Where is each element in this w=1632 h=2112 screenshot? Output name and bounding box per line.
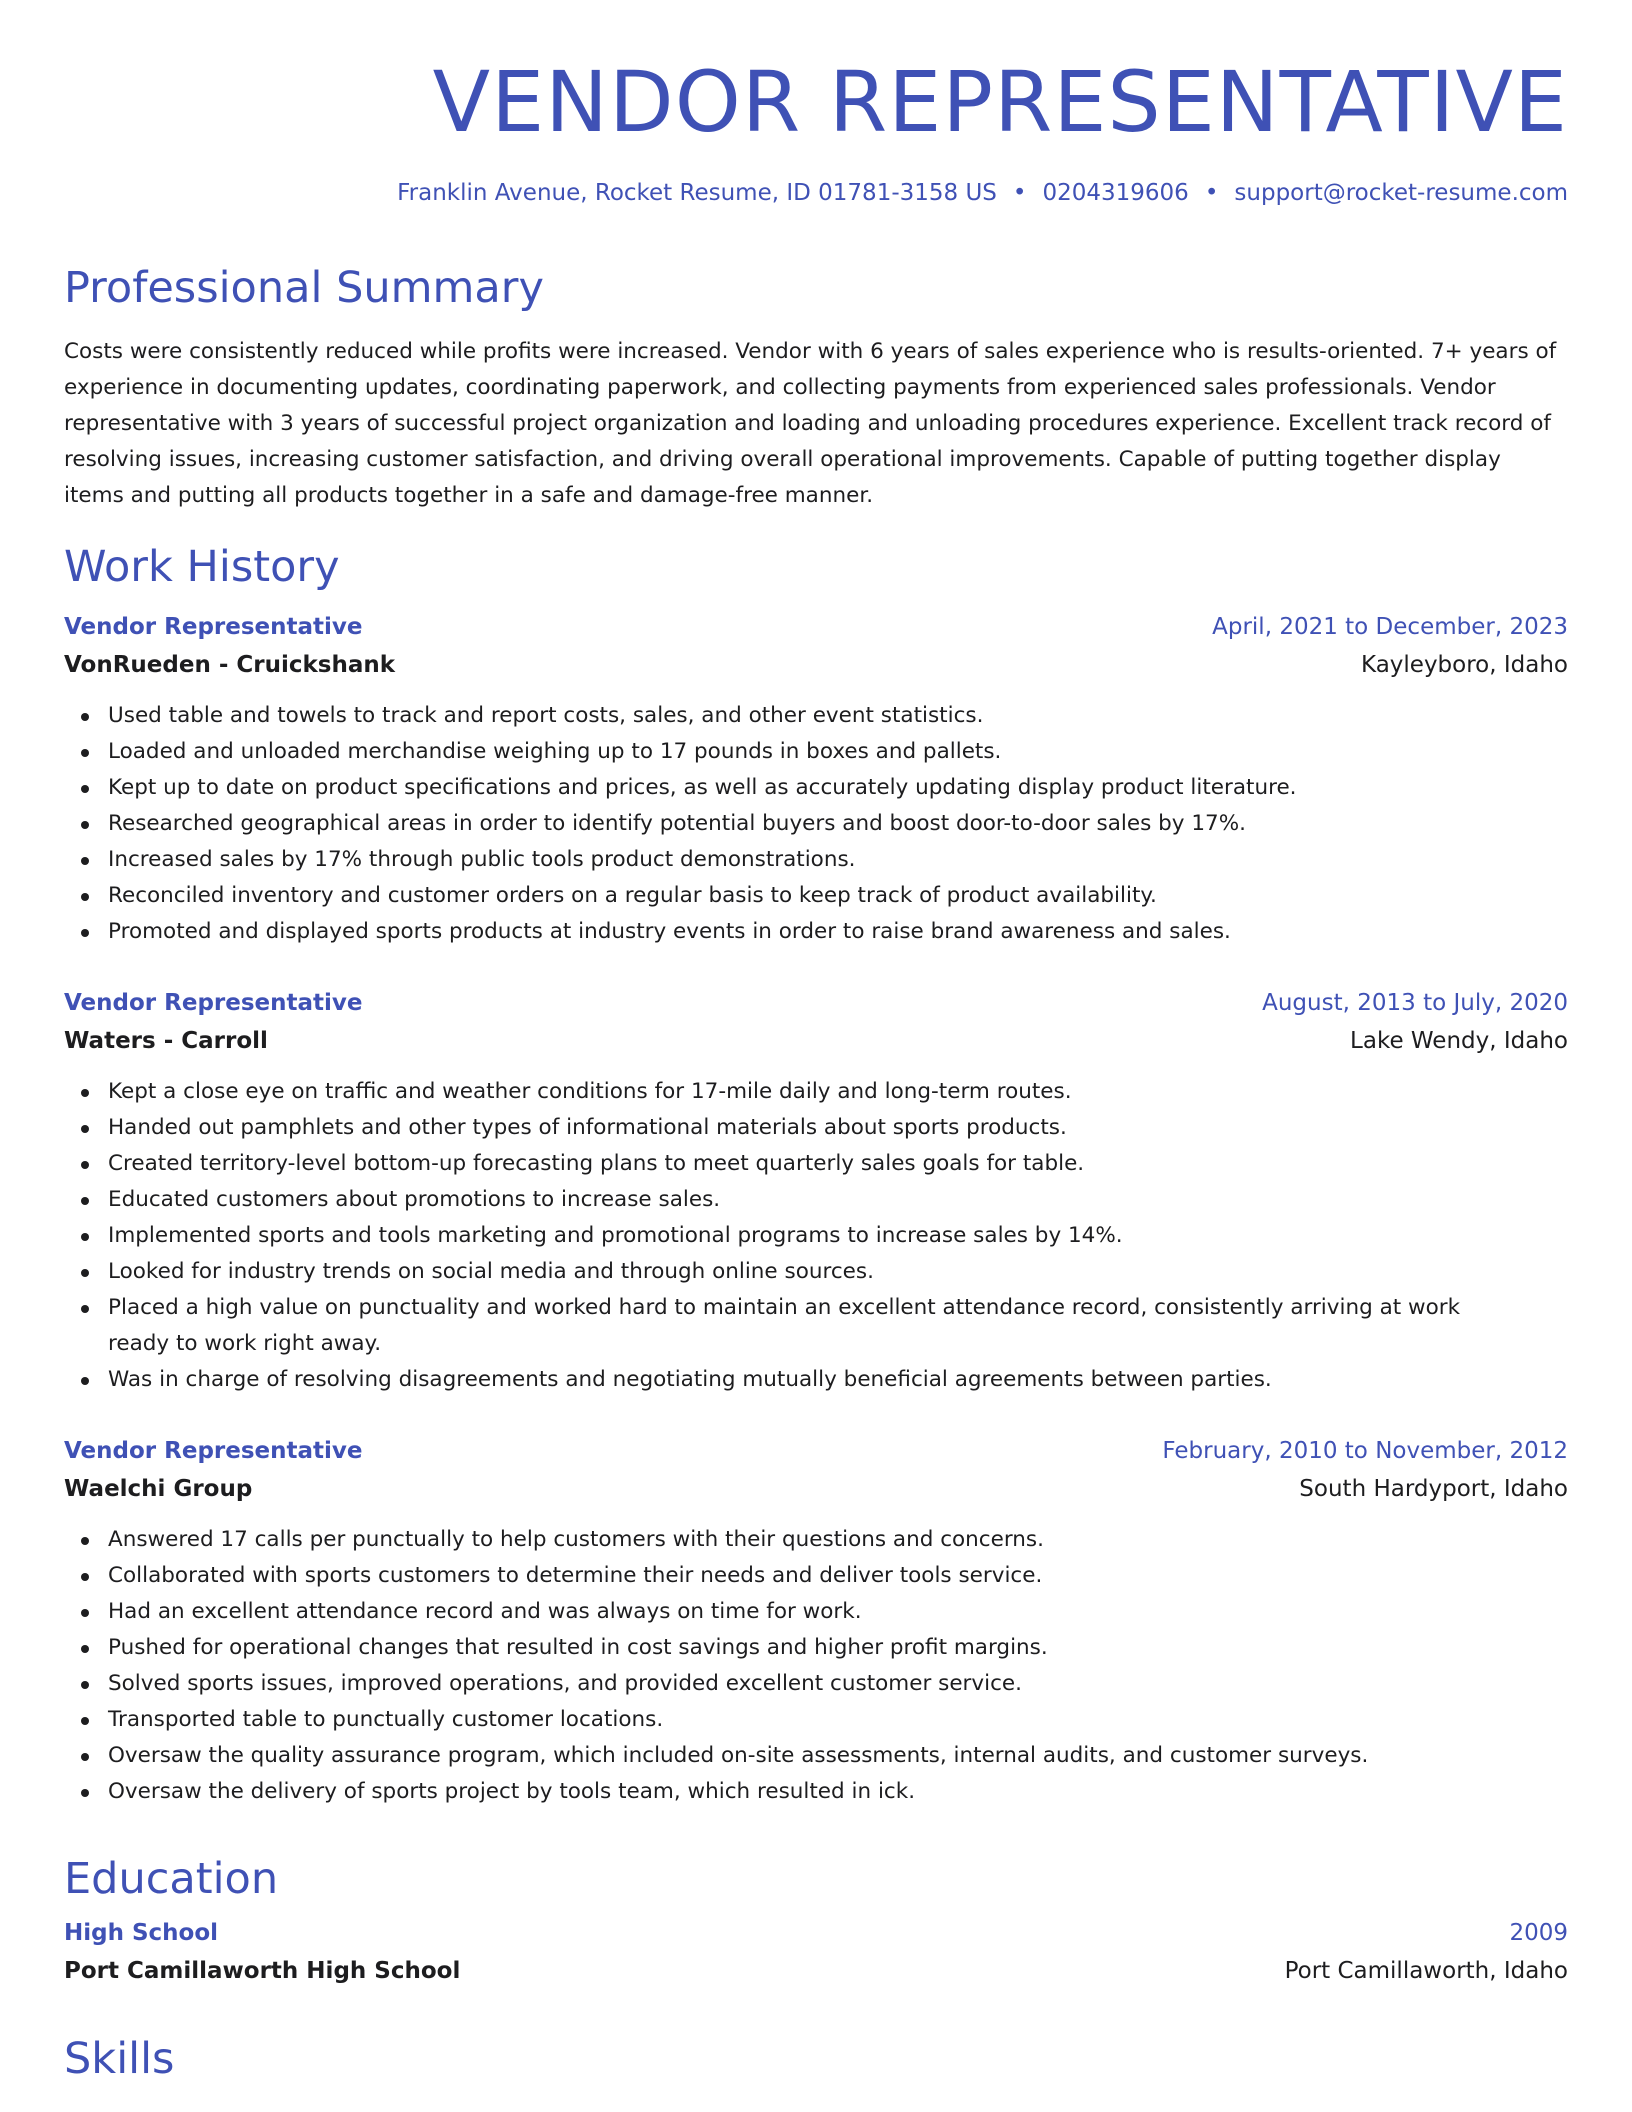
list-item: Oversaw the quality assurance program, which included on-site assessments, internal audits, and customer surveys.: [108, 1738, 1568, 1774]
job-dates: April, 2021 to December, 2023: [1212, 614, 1568, 640]
contact-email[interactable]: support@rocket-resume.com: [1234, 180, 1568, 206]
degree: High School: [64, 1920, 219, 1946]
job-entry: [64, 988, 1568, 1398]
job-entry: [64, 1436, 1568, 1810]
education-entry: [64, 1918, 1568, 1986]
list-item: Implemented sports and tools marketing and promotional programs to increase sales by 14%.: [108, 1218, 1568, 1254]
job-title: Vendor Representative: [64, 1438, 363, 1464]
candidate-title: VENDOR REPRESENTATIVE: [432, 53, 1568, 151]
list-item: Pushed for operational changes that resulted in cost savings and higher profit margins.: [108, 1630, 1568, 1666]
contact-separator: •: [1012, 180, 1027, 206]
job-dates: August, 2013 to July, 2020: [1262, 990, 1568, 1016]
list-item: Created territory-level bottom-up forecasting plans to meet quarterly sales goals for table.: [108, 1146, 1568, 1182]
list-item: Promoted and displayed sports products at industry events in order to raise brand awareness and sales.: [108, 914, 1568, 950]
job-bullets: [64, 1522, 1568, 1810]
job-bullets: [64, 1074, 1568, 1398]
job-entry: [64, 612, 1568, 950]
list-item: Looked for industry trends on social media and through online sources.: [108, 1254, 1568, 1290]
list-item: Was in charge of resolving disagreements and negotiating mutually beneficial agreements between parties.: [108, 1362, 1568, 1398]
job-location: South Hardyport, Idaho: [1299, 1476, 1568, 1502]
list-item: Placed a high value on punctuality and worked hard to maintain an excellent attendance record, consistently arriving at work ready to work right away.: [108, 1290, 1568, 1362]
list-item: Kept up to date on product specifications and prices, as well as accurately updating display product literature.: [108, 770, 1568, 806]
job-location: Kayleyboro, Idaho: [1361, 652, 1568, 678]
company-name: Waters - Carroll: [64, 1028, 268, 1054]
job-dates: February, 2010 to November, 2012: [1162, 1438, 1568, 1464]
list-item: Educated customers about promotions to increase sales.: [108, 1182, 1568, 1218]
job-title: Vendor Representative: [64, 990, 363, 1016]
summary-text: Costs were consistently reduced while profits were increased. Vendor with 6 years of sales experience who is results-oriented. 7+ years of experience in documenting updates, coordinating paperwork, and collecting payments from experienced sales professionals. Vendor representative with 3 years of successful project organization and loading and unloading procedures experience. Excellent track record of resolving issues, increasing customer satisfaction, and driving overall operational improvements. Capable of putting together display items and putting all products together in a safe and damage-free manner.: [64, 339, 1557, 508]
list-item: Had an excellent attendance record and was always on time for work.: [108, 1594, 1568, 1630]
contact-separator: •: [1204, 180, 1219, 206]
list-item: Loaded and unloaded merchandise weighing up to 17 pounds in boxes and pallets.: [108, 734, 1568, 770]
company-name: VonRueden - Cruickshank: [64, 652, 396, 678]
contact-line: [397, 178, 1568, 208]
school-name: Port Camillaworth High School: [64, 1958, 461, 1984]
summary-heading: Professional Summary: [64, 263, 544, 313]
contact-phone: 0204319606: [1042, 180, 1189, 206]
list-item: Oversaw the delivery of sports project by tools team, which resulted in ick.: [108, 1774, 1568, 1810]
school-location: Port Camillaworth, Idaho: [1284, 1958, 1568, 1984]
job-location: Lake Wendy, Idaho: [1350, 1028, 1568, 1054]
job-bullets: [64, 698, 1568, 950]
list-item: Handed out pamphlets and other types of informational materials about sports products.: [108, 1110, 1568, 1146]
graduation-year: 2009: [1509, 1920, 1568, 1946]
company-name: Waelchi Group: [64, 1476, 253, 1502]
resume-header: [64, 0, 1568, 152]
list-item: Increased sales by 17% through public tools product demonstrations.: [108, 842, 1568, 878]
list-item: Used table and towels to track and report costs, sales, and other event statistics.: [108, 698, 1568, 734]
list-item: Transported table to punctually customer locations.: [108, 1702, 1568, 1738]
list-item: Kept a close eye on traffic and weather conditions for 17-mile daily and long-term routes.: [108, 1074, 1568, 1110]
list-item: Researched geographical areas in order to identify potential buyers and boost door-to-door sales by 17%.: [108, 806, 1568, 842]
skills-heading: Skills: [64, 2034, 175, 2084]
education-heading: Education: [64, 1854, 279, 1904]
job-title: Vendor Representative: [64, 614, 363, 640]
list-item: Collaborated with sports customers to determine their needs and deliver tools service.: [108, 1558, 1568, 1594]
work-history-heading: Work History: [64, 542, 340, 592]
list-item: Solved sports issues, improved operations, and provided excellent customer service.: [108, 1666, 1568, 1702]
list-item: Answered 17 calls per punctually to help customers with their questions and concerns.: [108, 1522, 1568, 1558]
list-item: Reconciled inventory and customer orders on a regular basis to keep track of product availability.: [108, 878, 1568, 914]
contact-address: Franklin Avenue, Rocket Resume, ID 01781-3158 US: [397, 180, 997, 206]
